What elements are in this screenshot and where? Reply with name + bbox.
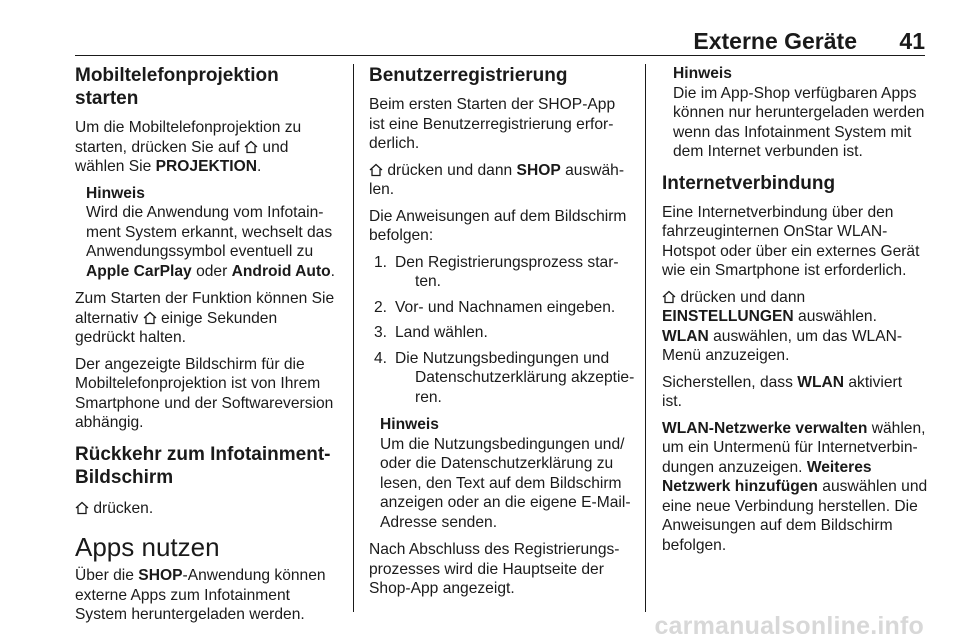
home-icon <box>369 163 383 177</box>
watermark: carmanualsonline.info <box>654 612 924 640</box>
heading-return: Rückkehr zum Infotainment- Bildschirm <box>75 443 331 488</box>
shop-paragraph: drücken und dann SHOP auswäh- len. <box>369 161 625 198</box>
note-box: Hinweis Die im App-Shop verfügbaren Apps können nur heruntergeladen werden wenn das Infotainment System mit dem Internet verbunden ist. <box>673 64 930 162</box>
return-paragraph: drücken. <box>75 499 343 519</box>
page-number: 41 <box>899 28 925 54</box>
column-divider-2 <box>645 64 646 612</box>
list-item: 1. Den Registrierungsprozess star- ten. <box>374 253 619 290</box>
completion-paragraph: Nach Abschluss des Registrierungs- prozesses wird die Hauptseite der Shop-App angezeigt. <box>369 541 620 597</box>
registration-steps <box>369 253 637 408</box>
home-icon <box>143 311 157 325</box>
internet-paragraph: Eine Internetverbindung über den fahrzeuginternen OnStar WLAN- Hotspot oder über ein externes Gerät wie ein Smartphone ist erforderlich. <box>662 203 920 279</box>
header-rule <box>75 55 925 56</box>
note-title: Hinweis <box>86 184 145 202</box>
note-box: Hinweis Um die Nutzungsbedingungen und/ oder die Datenschutzerklärung zu lesen, den Text auf dem Bildschirm anzeigen oder an die eigene E-Mail- Adresse senden. <box>380 415 637 532</box>
registration-paragraph: Beim ersten Starten der SHOP-App ist eine Benutzerregistrierung erfor- derlich. <box>369 96 616 152</box>
wlan-active-paragraph: Sicherstellen, dass WLAN aktiviert ist. <box>662 373 903 410</box>
heading-apps: Apps nutzen <box>75 532 220 562</box>
column-1 <box>75 64 343 632</box>
home-icon <box>75 501 89 515</box>
note-box: Hinweis Wird die Anwendung vom Infotain- ment System erkannt, wechselt das Anwendungssymbol eventuell zu Apple CarPlay oder Android Auto. <box>86 184 343 282</box>
column-3 <box>662 64 930 562</box>
list-item: 4. Die Nutzungsbedingungen und Datenschutzerklärung akzeptie- ren. <box>374 349 635 406</box>
note-title: Hinweis <box>380 416 439 433</box>
home-icon <box>662 290 676 304</box>
instructions-paragraph: Die Anweisungen auf dem Bildschirm befolgen: <box>369 207 627 244</box>
heading-projection: Mobiltelefonprojektion starten <box>75 65 279 109</box>
network-paragraph: WLAN-Netzwerke verwalten wählen, um ein Untermenü für Internetverbin- dungen anzuzeigen. Weiteres Netzwerk hinzufügen auswählen und eine neue Verbindung herstellen. Die Anweisungen auf dem Bildschirm befolgen. <box>662 419 928 554</box>
page-header <box>75 28 925 52</box>
alternative-paragraph: Zum Starten der Funktion können Sie alternativ einige Sekunden gedrückt halten. <box>75 290 335 346</box>
settings-paragraph: drücken und dann EINSTELLUNGEN auswählen. WLAN auswählen, um das WLAN- Menü anzuzeigen. <box>662 288 903 364</box>
screen-dependency-paragraph: Der angezeigte Bildschirm für die Mobiltelefonprojektion ist von Ihrem Smartphone und der Softwareversion abhängig. <box>75 355 334 431</box>
heading-registration: Benutzerregistrierung <box>369 65 568 86</box>
apps-paragraph: Über die SHOP-Anwendung können externe Apps zum Infotainment System heruntergeladen werden. <box>75 567 326 623</box>
projection-paragraph: Um die Mobiltelefonprojektion zu starten, drücken Sie auf und wählen Sie PROJEKTION. <box>75 119 302 175</box>
note-title: Hinweis <box>673 65 732 82</box>
column-divider-1 <box>353 64 354 612</box>
heading-internet: Internetverbindung <box>662 172 836 194</box>
column-2 <box>369 64 637 606</box>
home-icon <box>244 140 258 154</box>
list-item: 3. Land wählen. <box>374 324 488 341</box>
page-title: Externe Geräte <box>693 28 857 54</box>
list-item: 2. Vor- und Nachnamen eingeben. <box>374 298 616 316</box>
